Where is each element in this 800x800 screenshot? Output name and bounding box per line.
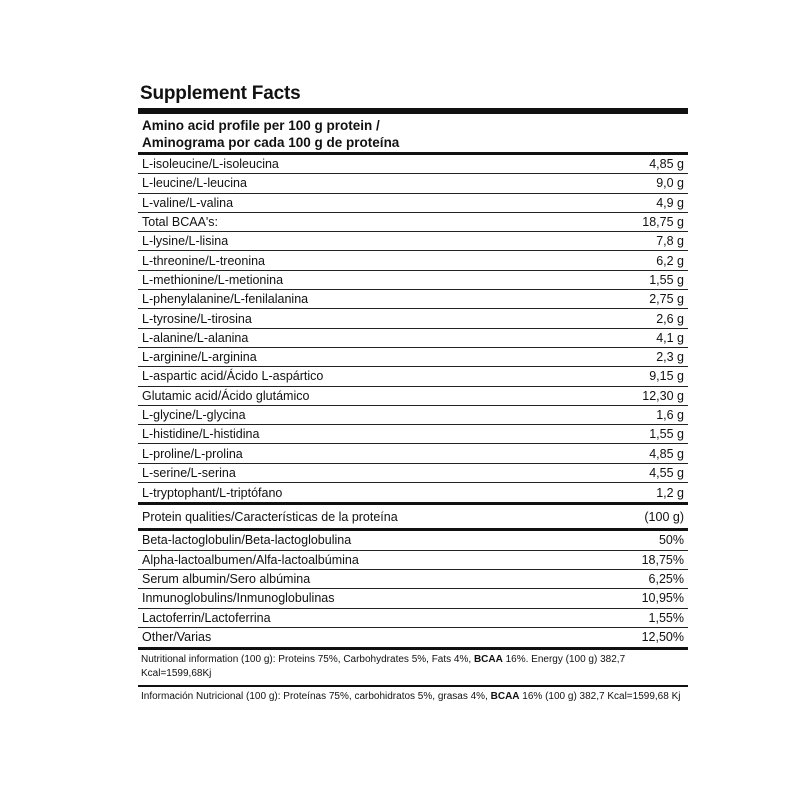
- protein-fraction-row: [138, 551, 688, 570]
- amino-acid-row-value: 2,3 g: [656, 350, 684, 365]
- amino-acid-list: [138, 155, 688, 502]
- amino-acid-row-value: 6,2 g: [656, 253, 684, 268]
- amino-acid-row-value: 7,8 g: [656, 234, 684, 249]
- amino-acid-row-value: 1,2 g: [656, 485, 684, 500]
- amino-acid-row: [138, 251, 688, 270]
- protein-fraction-row-value: 10,95%: [641, 591, 684, 606]
- amino-acid-row-label: Total BCAA's:: [142, 215, 219, 230]
- amino-acid-row-label: L-tyrosine/L-tirosina: [142, 311, 252, 326]
- amino-acid-row-label: L-aspartic acid/Ácido L-aspártico: [142, 369, 324, 384]
- protein-qualities-label: Protein qualities/Características de la proteína: [142, 509, 398, 524]
- amino-acid-row-label: Glutamic acid/Ácido glutámico: [142, 388, 310, 403]
- amino-acid-row: [138, 309, 688, 328]
- amino-acid-row: [138, 213, 688, 232]
- amino-acid-row: [138, 271, 688, 290]
- amino-acid-row-label: L-serine/L-serina: [142, 465, 236, 480]
- supplement-facts-panel: [138, 82, 688, 708]
- amino-acid-row-value: 18,75 g: [642, 215, 684, 230]
- note-es-bcaa: BCAA: [490, 690, 520, 702]
- amino-acid-row-label: L-alanine/L-alanina: [142, 330, 249, 345]
- amino-acid-row: [138, 194, 688, 213]
- amino-profile-heading: [138, 114, 688, 152]
- note-en-text: Nutritional information (100 g): Proteins 75%, Carbohydrates 5%, Fats 4%,: [141, 654, 474, 666]
- amino-acid-row-value: 4,9 g: [656, 195, 684, 210]
- protein-fraction-row-label: Alpha-lactoalbumen/Alfa-lactoalbúmina: [142, 552, 359, 567]
- amino-acid-row-value: 1,55 g: [649, 272, 684, 287]
- panel-title: Supplement Facts: [140, 83, 301, 104]
- amino-acid-row: [138, 425, 688, 444]
- protein-fraction-row-value: 6,25%: [648, 572, 684, 587]
- amino-acid-row-label: L-methionine/L-metionina: [142, 272, 284, 287]
- protein-qualities-value: (100 g): [644, 509, 684, 524]
- amino-acid-row: [138, 348, 688, 367]
- protein-fraction-row: [138, 570, 688, 589]
- protein-fraction-row-label: Beta-lactoglobulin/Beta-lactoglobulina: [142, 533, 352, 548]
- amino-acid-row-label: L-lysine/L-lisina: [142, 234, 229, 249]
- protein-fraction-row-value: 12,50%: [641, 630, 684, 645]
- amino-acid-row-label: L-phenylalanine/L-fenilalanina: [142, 292, 309, 307]
- protein-fraction-row: [138, 531, 688, 550]
- amino-acid-row-value: 9,0 g: [656, 176, 684, 191]
- amino-acid-row: [138, 367, 688, 386]
- amino-acid-row: [138, 483, 688, 502]
- amino-acid-row-label: L-arginine/L-arginina: [142, 350, 257, 365]
- nutrition-note-spanish: [138, 687, 688, 708]
- amino-acid-row-label: L-proline/L-prolina: [142, 446, 243, 461]
- note-en-text-end: 16%. Energy (100 g) 382,7 Kcal=1599,68Kj: [141, 654, 626, 680]
- amino-acid-row-label: L-valine/L-valina: [142, 195, 234, 210]
- protein-fraction-row: [138, 589, 688, 608]
- protein-fraction-row: [138, 628, 688, 647]
- amino-acid-row-label: L-glycine/L-glycina: [142, 408, 246, 422]
- protein-fraction-row-label: Other/Varias: [142, 630, 212, 645]
- amino-acid-row: [138, 444, 688, 463]
- protein-qualities-header: [138, 505, 688, 528]
- protein-fraction-row-value: 50%: [658, 533, 684, 548]
- note-es-text: Información Nutricional (100 g): Proteínas 75%, carbohidratos 5%, grasas 4%,: [141, 690, 491, 702]
- note-en-bcaa: BCAA: [473, 654, 503, 666]
- amino-acid-row-label: L-leucine/L-leucina: [142, 176, 247, 191]
- protein-fraction-row-label: Serum albumin/Sero albúmina: [142, 572, 311, 587]
- amino-acid-row-value: 1,55 g: [649, 427, 684, 442]
- amino-acid-row: [138, 290, 688, 309]
- amino-acid-row: [138, 406, 688, 425]
- amino-acid-row-label: L-threonine/L-treonina: [142, 253, 265, 268]
- heading-line-1: Amino acid profile per 100 g protein /: [142, 118, 380, 133]
- protein-fraction-row: [138, 609, 688, 628]
- amino-acid-row-value: 4,85 g: [649, 157, 684, 172]
- amino-acid-row: [138, 174, 688, 193]
- amino-acid-row-value: 2,75 g: [649, 292, 684, 307]
- heading-line-2: Aminograma por cada 100 g de proteína: [142, 135, 400, 150]
- amino-acid-row: [138, 387, 688, 406]
- amino-acid-row-value: 4,1 g: [656, 330, 684, 345]
- protein-fraction-row-label: Inmunoglobulins/Inmunoglobulinas: [142, 591, 335, 606]
- note-es-text-end: 16% (100 g) 382,7 Kcal=1599,68 Kj: [519, 690, 681, 702]
- amino-acid-row: [138, 329, 688, 348]
- amino-acid-row-value: 12,30 g: [642, 388, 684, 403]
- protein-fraction-row-label: Lactoferrin/Lactoferrina: [142, 610, 271, 625]
- amino-acid-row-value: 4,85 g: [649, 446, 684, 461]
- amino-acid-row-label: L-histidine/L-histidina: [142, 427, 260, 442]
- protein-fraction-row-value: 18,75%: [641, 552, 684, 567]
- nutrition-note-english: [138, 650, 688, 685]
- amino-acid-row-value: 1,6 g: [656, 408, 684, 422]
- amino-acid-row: [138, 155, 688, 174]
- amino-acid-row-value: 2,6 g: [656, 311, 684, 326]
- protein-fraction-row-value: 1,55%: [648, 610, 684, 625]
- amino-acid-row: [138, 464, 688, 483]
- protein-fraction-list: [138, 531, 688, 647]
- amino-acid-row-value: 4,55 g: [649, 465, 684, 480]
- amino-acid-row-label: L-tryptophant/L-triptófano: [142, 485, 283, 500]
- amino-acid-row: [138, 232, 688, 251]
- amino-acid-row-value: 9,15 g: [649, 369, 684, 384]
- amino-acid-row-label: L-isoleucine/L-isoleucina: [142, 157, 279, 172]
